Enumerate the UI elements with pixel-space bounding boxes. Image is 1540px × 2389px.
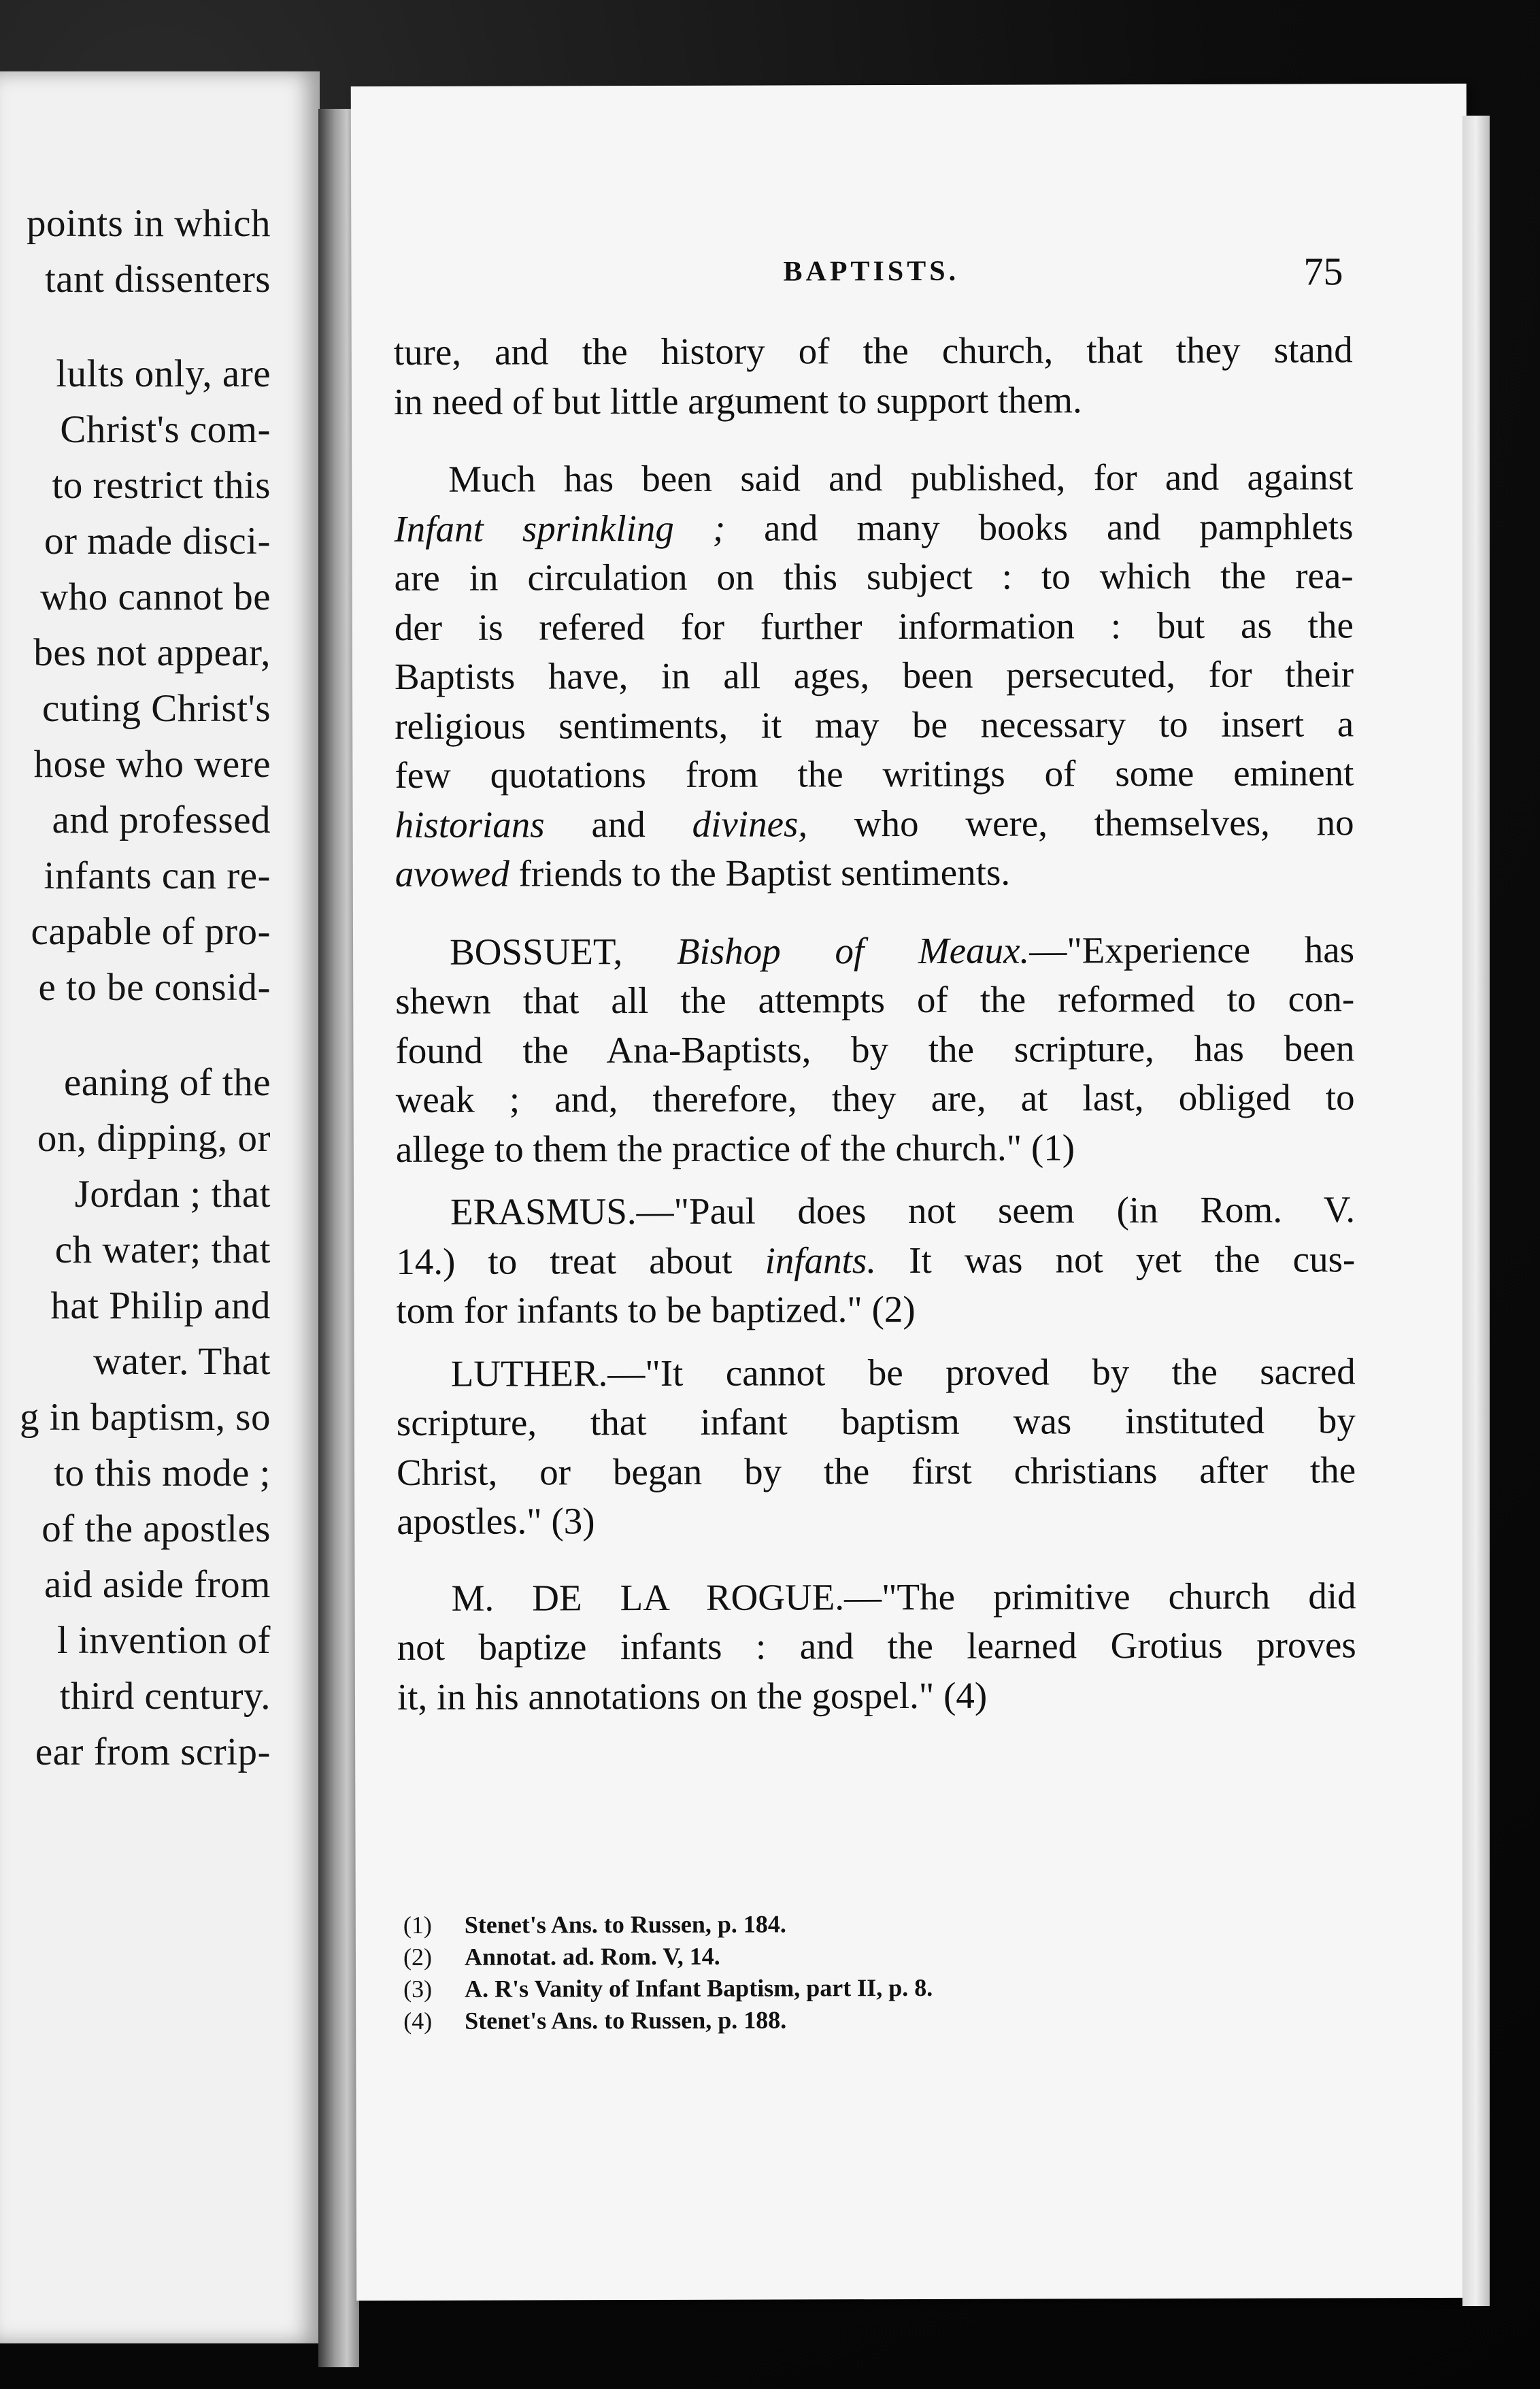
footnotes <box>403 1907 1220 2037</box>
running-head: BAPTISTS. <box>783 255 960 288</box>
text-line: weak ; and, therefore, they are, at last, obliged to <box>395 1076 1355 1120</box>
text-line: Baptists have, in all ages, been persecuted, for their <box>394 653 1354 697</box>
italic-text: Infant sprinkling ; <box>394 507 726 550</box>
footnote: (3) A. R's Vanity of Infant Baptism, part II, p. 8. <box>403 1973 933 2003</box>
left-page-line: who cannot be <box>40 575 271 619</box>
text-line: Christ, or began by the first christians after the <box>396 1448 1356 1493</box>
page-header <box>351 249 1467 311</box>
left-page-line: to this mode ; <box>54 1451 271 1494</box>
left-page-line: aid aside from <box>44 1563 271 1606</box>
text-line: not baptize infants : and the learned Grotius proves <box>397 1624 1356 1668</box>
left-page-line: hose who were <box>33 743 271 786</box>
text-line: 14.) to treat about infants. It was not yet the cus- <box>396 1237 1356 1282</box>
left-page-line: points in which <box>27 202 271 245</box>
left-page-line: capable of pro- <box>31 910 271 954</box>
text-line: der is refered for further information : but as the <box>394 603 1354 648</box>
text-line: found the Ana-Baptists, by the scripture, has been <box>395 1026 1355 1071</box>
text-line: BOSSUET, Bishop of Meaux.—"Experience has <box>449 928 1355 973</box>
text-line: it, in his annotations on the gospel." (4) <box>397 1674 988 1718</box>
left-page-line: third century. <box>59 1674 271 1718</box>
left-page-line: cuting Christ's <box>41 687 271 731</box>
footnote: (4) Stenet's Ans. to Russen, p. 188. <box>403 2006 787 2035</box>
left-page-line: hat Philip and <box>50 1284 271 1327</box>
text-line: avowed friends to the Baptist sentiments. <box>395 851 1011 895</box>
left-page-line: or made disci- <box>44 520 271 563</box>
left-page <box>0 71 320 2343</box>
text-line: shewn that all the attempts of the reformed to con- <box>395 978 1355 1022</box>
text-line: ERASMUS.—"Paul does not seem (in Rom. V. <box>450 1188 1356 1233</box>
left-page-line: infants can re- <box>44 854 271 898</box>
text-line: scripture, that infant baptism was instituted by <box>396 1399 1356 1443</box>
left-page-line: eaning of the <box>63 1060 271 1104</box>
text-line: Infant sprinkling ; and many books and pamphlets <box>394 505 1354 550</box>
footnote: (1) Stenet's Ans. to Russen, p. 184. <box>403 1910 786 1939</box>
left-page-line: ch water; that <box>54 1228 271 1271</box>
quote-author: BOSSUET, <box>449 930 677 973</box>
text-line: tom for infants to be baptized." (2) <box>396 1288 916 1331</box>
text-line: ture, and the history of the church, that they stand <box>393 329 1353 373</box>
left-page-line: tant dissenters <box>44 258 271 301</box>
left-page-line: on, dipping, or <box>37 1116 271 1160</box>
text-line: apostles." (3) <box>397 1500 595 1542</box>
body-text <box>394 325 1356 1722</box>
text-line: historians and divines, who were, themselves, no <box>395 801 1354 846</box>
text-line: LUTHER.—"It cannot be proved by the sacred <box>450 1350 1356 1394</box>
left-page-line: to restrict this <box>52 464 271 507</box>
left-page-line: of the apostles <box>41 1507 271 1550</box>
left-page-line: water. That <box>93 1339 271 1383</box>
page-edge <box>1462 116 1490 2306</box>
text-line: M. DE LA ROGUE.—"The primitive church did <box>451 1574 1356 1619</box>
text-line: are in circulation on this subject : to which the rea- <box>394 554 1354 599</box>
text-line: allege to them the practice of the church." (1) <box>395 1126 1075 1170</box>
left-page-line: lults only, are <box>56 352 271 396</box>
right-page <box>351 84 1473 2301</box>
left-page-line: ear from scrip- <box>35 1730 271 1773</box>
left-page-line: Jordan ; that <box>74 1172 271 1216</box>
text-line: Much has been said and published, for and against <box>448 456 1354 500</box>
text-line: religious sentiments, it may be necessary to insert a <box>395 702 1354 747</box>
text-line: few quotations from the writings of some eminent <box>395 752 1354 796</box>
page-number: 75 <box>1303 249 1343 294</box>
footnote: (2) Annotat. ad. Rom. V, 14. <box>403 1942 720 1971</box>
text-line: in need of but little argument to support them. <box>393 378 1082 422</box>
left-page-line: g in baptism, so <box>19 1395 271 1439</box>
left-page-line: bes not appear, <box>33 631 271 675</box>
left-page-line: l invention of <box>56 1618 271 1662</box>
left-page-line: Christ's com- <box>60 408 271 452</box>
left-page-line: and professed <box>52 799 271 842</box>
left-page-line: e to be consid- <box>38 966 271 1009</box>
